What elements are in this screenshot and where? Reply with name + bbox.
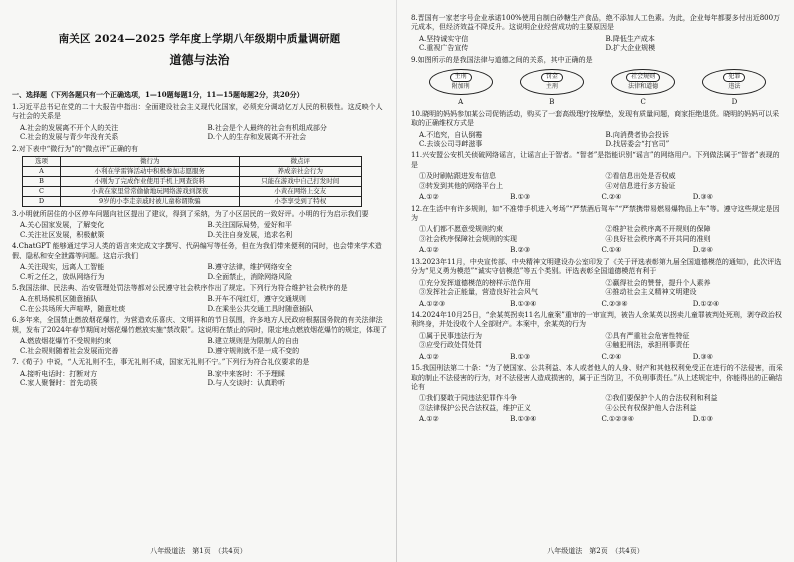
option[interactable]: B.社会是个人最终的社会有机组成部分 [207,123,327,132]
statement: ①我们要敢于同违法犯罪作斗争 [419,394,517,403]
diagram-letter: C [640,98,646,107]
option[interactable]: D.③④ [692,193,713,202]
option[interactable]: C.在公共场所大声喧哗，随意吐痰 [20,304,126,313]
question-14-choices [419,353,784,362]
table-row [23,166,362,176]
table-cell: 小黄在家里常常偷偷地玩网络游戏到深夜 [61,186,240,196]
statement: ②具有严重社会危害性特征 [605,331,690,340]
table-header: 选项 [23,156,61,166]
option[interactable]: D.遵守规则就不是一成不变的 [207,346,300,355]
venn-oval [429,69,493,95]
question-5-options [20,295,387,314]
page-footer: 八年级道法 第1页 （共4页） [150,546,247,555]
table-header: 微点评 [239,156,361,166]
option[interactable]: A.①②③ [419,299,446,308]
option[interactable]: A.①② [419,193,439,202]
question-8-options [419,35,784,54]
question-6-options [20,337,387,356]
option[interactable]: C.①④ [601,246,622,255]
table-cell: 只能在游戏中自己打发时间 [239,176,361,186]
outer-label: 附加刑 [451,82,470,90]
statement: ①属于民事违法行为 [419,331,482,340]
table-cell: D [23,196,61,206]
outer-label: 主刑 [545,82,558,90]
option[interactable]: B.开车不闯红灯，遵守交通规则 [207,295,306,304]
statement: ③转发到其他的网络平台上 [419,181,503,190]
table-cell: 9岁的小李走亲戚时被儿童称谓欺骗 [61,196,240,206]
question-15: 15.我国刑法第二十条：“为了使国家、公共利益、本人或者他人的人身、财产和其他权利免受正在进行的不法侵害，而采取的制止不法侵害的行为，对不法侵害人造成损害的，属于正当防卫，不负刑事责任。”从上述规定中，你能得出的正确结论有 [411,364,783,391]
inner-label: 罚金 [541,73,563,82]
option[interactable]: A.燃放烟花爆竹不受规则约束 [20,337,112,346]
outer-label: 法律和道德 [628,82,659,90]
option[interactable]: C.②③④ [601,299,628,308]
option[interactable]: A.坚持诚实守信 [419,34,469,43]
question-9-diagrams [415,69,780,107]
exam-title: 南关区 2024—2025 学年度上学期八年级期中质量调研题 [58,33,341,45]
question-6: 6.多年来，全国禁止燃放烟花爆竹，为营造欢乐喜庆、文明祥和的节日氛围，许多地方人民政府根据国务院的有关法律法规，发布了2024年春节期间对烟花爆竹燃放实施“禁改限”。这说明在禁止的同时，限定地点燃放烟花爆竹的规定，体现了 [12,316,387,334]
question-10-options [419,131,784,150]
option[interactable]: D.与人交谈时：认真聆听 [207,378,286,387]
question-4: 4.ChatGPT 能够通过学习人类的语言来完成文字撰写、代码编写等任务，但在为我们带来便利的同时，也会带来学术造假、隐私和安全泄露等问题。这启示我们 [12,242,382,260]
diagram-option[interactable] [702,69,766,107]
option[interactable]: C.去该公司寻衅滋事 [419,139,483,148]
option[interactable]: C.听之任之，放纵网络行为 [20,272,105,281]
statement: ①及时刷帖跟进发布信息 [419,172,496,181]
diagram-letter: D [731,98,738,107]
option[interactable]: A.接听电话时：打断对方 [20,369,98,378]
option[interactable]: B.向消费者协会投诉 [605,130,669,139]
option[interactable]: D.关注自身发展，追求名利 [207,230,293,239]
statement: ①人们都不愿意受规则约束 [419,225,503,234]
venn-oval [611,69,675,95]
question-4-options [20,263,387,282]
statement: ③发挥社会正能量，营造良好社会风气 [419,288,538,297]
statement: ②维护社会秩序离不开规则的保障 [605,225,711,234]
question-14-statements [419,332,784,351]
statement: ②看信息出处是否权威 [605,172,676,181]
option[interactable]: B.②③ [510,246,531,255]
option[interactable]: B.关注国际局势，爱好和平 [207,221,292,230]
question-12-choices [419,246,784,255]
question-9: 9.如图所示的是我国法律与道德之间的关系，其中正确的是 [411,55,593,64]
question-7: 7.《荀子》中说，“人无礼则不生，事无礼则不成，国家无礼则不宁。”下列行为符合礼仪要求的是 [12,358,310,367]
option[interactable]: A.①② [419,352,439,361]
statement: ④良好社会秩序离不开共同的准则 [605,234,711,243]
statement: ④对信息进行多方验证 [605,181,676,190]
table-row [23,176,362,186]
option[interactable]: A.社会的发展离不开个人的关注 [20,123,119,132]
question-13-statements [419,279,784,298]
table-cell: 小利在学雷锋活动中积极参加志愿服务 [61,166,240,176]
question-13: 13.2023年11月，中央宣传部、中央精神文明建设办公室印发了《关于评选表彰第九届全国道德模范的通知》，此次评选分为“见义勇为模范”“诚实守信模范”等五个类别。评选表彰全国道德模范有利于 [411,257,782,276]
diagram-letter: B [549,98,555,107]
statement: ②赢得社会的赞誉，提升个人素养 [605,278,711,287]
statement: ④推动社会主义精神文明建设 [605,288,697,297]
table-cell: 养成亲社会行为 [239,166,361,176]
option[interactable]: C.②④ [601,193,622,202]
table-row [23,186,362,196]
question-12-statements [419,225,784,244]
option[interactable]: A.不追究，自认倒霉 [419,130,483,139]
inner-label: 主刑 [450,73,472,82]
option[interactable]: D.全面禁止，消除网络风险 [207,272,293,281]
section-heading: 一、选择题（下列各题只有一个正确选项，1—10题每题1分，11—15题每题2分，共20分） [12,90,304,100]
statement: ③应受行政处罚处罚 [419,341,482,350]
option[interactable]: D.在乘坐公共交通工具时随意插队 [207,304,314,313]
question-13-choices [419,300,784,309]
option[interactable]: D.个人的生存和发展离不开社会 [207,133,307,142]
option[interactable]: C.社会的发展与青少年没有关系 [20,133,119,142]
option[interactable]: D.②④ [692,246,713,255]
statement: ③法律保护公民合法权益，维护正义 [419,403,531,412]
outer-label: 违法 [728,82,741,90]
option[interactable]: B.降低生产成本 [605,34,655,43]
option[interactable]: A.①② [419,246,439,255]
option[interactable]: D.①②④ [692,299,720,308]
question-11-choices [419,193,784,202]
option[interactable]: C.社会规则随着社会发展而完善 [20,346,119,355]
question-7-options [20,370,387,389]
option[interactable]: C.重视广告宣传 [419,44,469,53]
statement: ②我们要保护个人的合法权利和利益 [605,394,718,403]
option[interactable]: B.①③④ [510,299,537,308]
question-12: 12.在生活中有许多规则，如“不准带手机进入考场”“严禁酒后驾车”“严禁携带易燃易爆物品上车”等。遵守这些规定是因为 [411,204,780,222]
question-5: 5.我国法律、民法典、治安管理处罚法等都对公民遵守社会秩序作出了规定。下列行为符合维护社会秩序的是 [12,284,348,293]
statement: ③社会秩序保障社会规则的实现 [419,234,517,243]
option[interactable]: C.①②③④ [601,415,634,424]
question-15-statements [419,394,784,413]
option[interactable]: B.①③④ [510,415,537,424]
table-header: 微行为 [61,156,240,166]
table-cell: B [23,176,61,186]
statement: ④公民有权保护他人合法利益 [605,403,697,412]
inner-label: 社会规则 [626,73,660,82]
option[interactable]: D.找居委会“打官司” [605,139,670,148]
option[interactable]: D.①③ [692,415,713,424]
option[interactable]: B.遵守法律，维护网络安全 [207,263,292,272]
question-3: 3.小明就所居住的小区停车问题向社区提出了建议，得到了采纳，为了小区居民的一致好评。小明的行为启示我们要 [12,209,369,218]
venn-oval [520,69,584,95]
question-11: 11.兴安盟公安机关侦破网络谣言，让谣言止于智者。“智者”是指能识别“谣言”的网络用户。下列做法属于“智者”表现的是 [411,151,780,169]
table-cell: A [23,166,61,176]
option[interactable]: C.关注社区发展，积极献策 [20,230,105,239]
option[interactable]: A.在机场候机区随意插队 [20,295,98,304]
option[interactable]: B.①③ [510,352,531,361]
question-2: 2.对下表中“微行为”的“微点评”正确的有 [12,144,138,153]
question-2-table [22,156,362,207]
diagram-letter: A [458,98,464,107]
option[interactable]: C.家人聚餐时：首先动筷 [20,378,98,387]
diagram-option[interactable] [611,69,675,107]
question-1: 1.习近平总书记在党的二十大报告中指出：全面建设社会主义现代化国家，必须充分调动亿万人民的积极性。这反映个人与社会的关系是 [12,102,383,121]
table-row [23,196,362,206]
exam-page-2 [397,0,794,562]
option[interactable]: D.扩大企业规模 [605,44,656,53]
option[interactable]: A.关心国家发展，了解变化 [20,221,105,230]
table-cell: 小李享受到了特权 [239,196,361,206]
statement: ①充分发挥道德模范的榜样示范作用 [419,278,531,287]
question-15-choices [419,415,784,424]
diagram-option[interactable] [520,69,584,107]
question-11-statements [419,172,784,191]
diagram-option[interactable] [429,69,493,107]
question-8: 8.晋国有一家老字号企业承诺100%使用自制白砂糖生产食品，绝不添加人工色素。为此，企业每年都要多付出近800万元成本，但经济效益不降反升。这说明企业经营成功的主要原因是 [411,14,781,32]
question-14: 14.2024年10月25日，“余某英拐卖11名儿童案”重审的一审宣判，被告人余某英以拐卖儿童罪被判处死刑，剥夺政治权利终身，并处没收个人全部财产。本案中，余某英的行为 [411,310,782,329]
table-cell: C [23,186,61,196]
option[interactable]: D.③④ [692,352,713,361]
question-10: 10.晓明的妈妈参加某公司促销活动，购买了一套高级理疗按摩垫，发现有质量问题，商家拒绝退货。晓明的妈妈可以采取的正确维权方式是 [411,109,780,128]
page-footer: 八年级道法 第2页 （共4页） [547,546,644,555]
table-header-row [23,156,362,166]
venn-oval [702,69,766,95]
inner-label: 犯罪 [723,73,745,82]
question-3-options [20,221,387,240]
exam-subject: 道德与法治 [169,53,230,68]
option[interactable]: A.关注现实，远离人工智能 [20,263,105,272]
statement: ④触犯刑法，承担刑事责任 [605,341,690,350]
table-cell: 小刚为了完成作业使用手机上网查资料 [61,176,240,186]
option[interactable]: B.建立规则是为限制人的自由 [207,337,299,346]
table-cell: 小黄在网络上交友 [239,186,361,196]
question-1-options [20,124,387,143]
option[interactable]: B.家中来客时：不予理睬 [207,369,285,378]
option[interactable]: B.①③ [510,193,531,202]
option[interactable]: C.②④ [601,352,622,361]
option[interactable]: A.①② [419,415,439,424]
